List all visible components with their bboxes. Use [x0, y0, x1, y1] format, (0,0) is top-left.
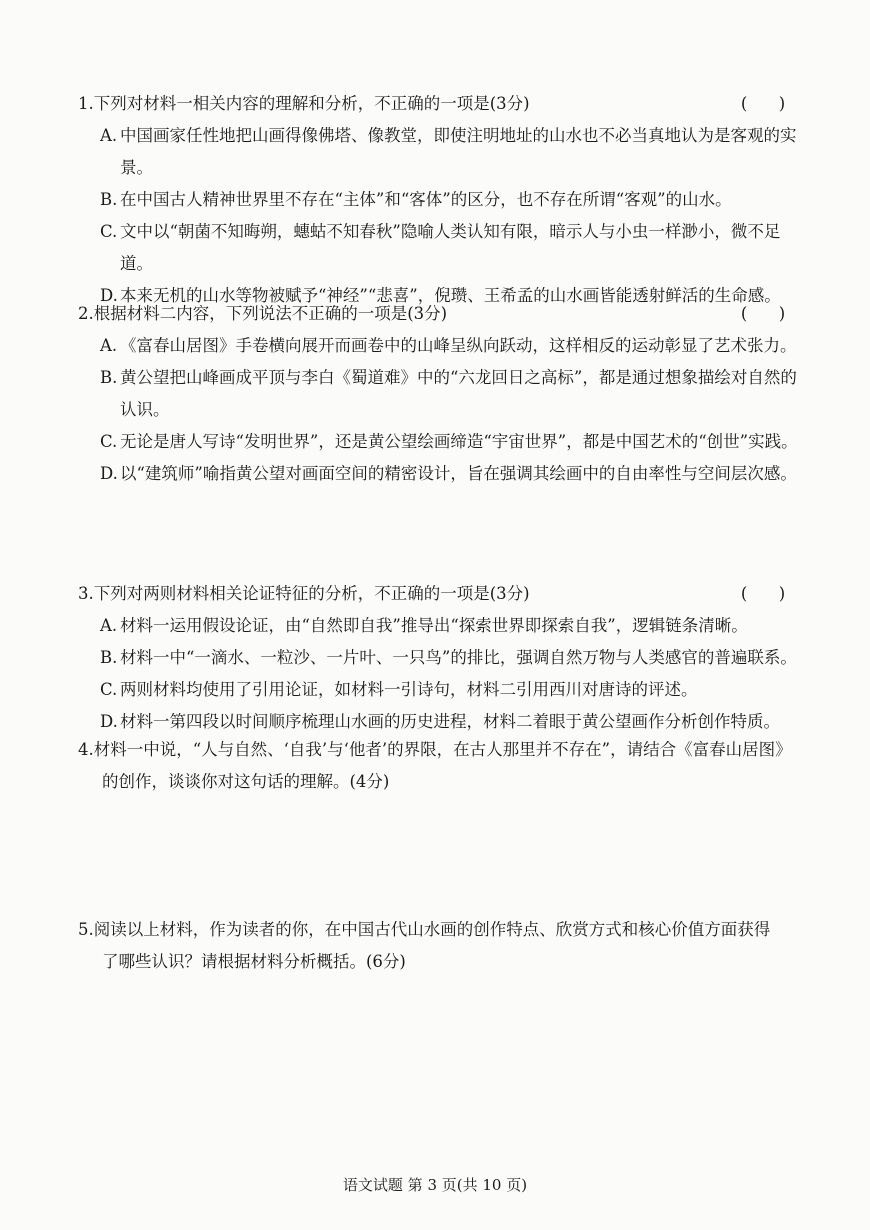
option-text: 材料一中“一滴水、一粒沙、一片叶、一只鸟”的排比，强调自然万物与人类感官的普遍联系。: [120, 648, 797, 667]
option-b: [100, 642, 798, 674]
option-d: [100, 458, 798, 490]
option-text: 中国画家任性地把山画得像佛塔、像教堂，即使注明地址的山水也不必当真地认为是客观的实景。: [120, 126, 797, 177]
option-text: 材料一第四段以时间顺序梳理山水画的历史进程，材料二着眼于黄公望画作分析创作特质。: [120, 712, 780, 731]
question-number: 4.: [78, 740, 94, 759]
option-c: [100, 674, 798, 706]
option-text: 文中以“朝菌不知晦朔，蟪蛄不知春秋”隐喻人类认知有限，暗示人与小虫一样渺小，微不足道。: [120, 222, 781, 273]
option-b: [100, 184, 798, 216]
option-letter: D.: [100, 712, 118, 731]
question-text: 了哪些认识？请根据材料分析概括。(6分): [102, 952, 406, 971]
option-letter: C.: [100, 222, 118, 241]
option-letter: A.: [100, 336, 118, 355]
question-stem-line: [78, 946, 798, 978]
question-text: 下列对两则材料相关论证特征的分析，不正确的一项是(3分): [93, 584, 530, 603]
option-a: [100, 120, 798, 184]
option-letter: B.: [100, 190, 118, 209]
question-stem-line: [78, 766, 798, 798]
option-letter: C.: [100, 432, 118, 451]
option-a: [100, 610, 798, 642]
option-text: 两则材料均使用了引用论证，如材料一引诗句，材料二引用西川对唐诗的评述。: [120, 680, 698, 699]
option-text: 材料一运用假设论证，由“自然即自我”推导出“探索世界即探索自我”，逻辑链条清晰。: [120, 616, 748, 635]
page-footer: 语文试题 第 3 页(共 10 页): [342, 1176, 528, 1194]
question-text: 的创作，谈谈你对这句话的理解。(4分): [102, 772, 390, 791]
option-letter: A.: [100, 126, 118, 145]
question-text: 根据材料二内容，下列说法不正确的一项是(3分): [93, 304, 448, 323]
question-stem: [78, 578, 798, 610]
option-text: 在中国古人精神世界里不存在“主体”和“客体”的区分，也不存在所谓“客观”的山水。: [120, 190, 732, 209]
question-3: [78, 578, 798, 738]
answer-blank[interactable]: ( ): [740, 94, 786, 113]
question-number: 3.: [78, 584, 94, 603]
question-number: 1.: [78, 94, 94, 113]
question-text: 阅读以上材料，作为读者的你，在中国古代山水画的创作特点、欣赏方式和核心价值方面获得: [93, 920, 771, 939]
question-stem: [78, 88, 798, 120]
question-5: [78, 914, 798, 978]
option-letter: A.: [100, 616, 118, 635]
question-text: 下列对材料一相关内容的理解和分析，不正确的一项是(3分): [93, 94, 530, 113]
option-letter: B.: [100, 368, 118, 387]
option-a: [100, 330, 798, 362]
question-stem-line: [78, 734, 798, 766]
option-letter: B.: [100, 648, 118, 667]
question-stem-line: [78, 914, 798, 946]
option-text: 本来无机的山水等物被赋予“神经”“悲喜”，倪瓒、王希孟的山水画皆能透射鲜活的生命感。: [120, 286, 781, 305]
question-number: 5.: [78, 920, 94, 939]
question-1: [78, 88, 798, 312]
option-c: [100, 216, 798, 280]
answer-blank[interactable]: ( ): [740, 584, 786, 603]
question-4: [78, 734, 798, 798]
option-text: 黄公望把山峰画成平顶与李白《蜀道难》中的“六龙回日之高标”，都是通过想象描绘对自然的认识。: [120, 368, 797, 419]
option-text: 《富春山居图》手卷横向展开而画卷中的山峰呈纵向跃动，这样相反的运动彰显了艺术张力。: [120, 336, 797, 355]
option-c: [100, 426, 798, 458]
question-text: 材料一中说，“人与自然、‘自我’与‘他者’的界限，在古人那里并不存在”，请结合《富春山居图》: [93, 740, 792, 759]
option-letter: D.: [100, 286, 118, 305]
option-text: 以“建筑师”喻指黄公望对画面空间的精密设计，旨在强调其绘画中的自由率性与空间层次感。: [120, 464, 797, 483]
option-b: [100, 362, 798, 426]
question-number: 2.: [78, 304, 94, 323]
question-2: [78, 298, 798, 490]
option-letter: C.: [100, 680, 118, 699]
option-text: 无论是唐人写诗“发明世界”，还是黄公望绘画缔造“宇宙世界”，都是中国艺术的“创世”实践。: [120, 432, 798, 451]
question-stem: [78, 298, 798, 330]
option-letter: D.: [100, 464, 118, 483]
answer-blank[interactable]: ( ): [740, 304, 786, 323]
